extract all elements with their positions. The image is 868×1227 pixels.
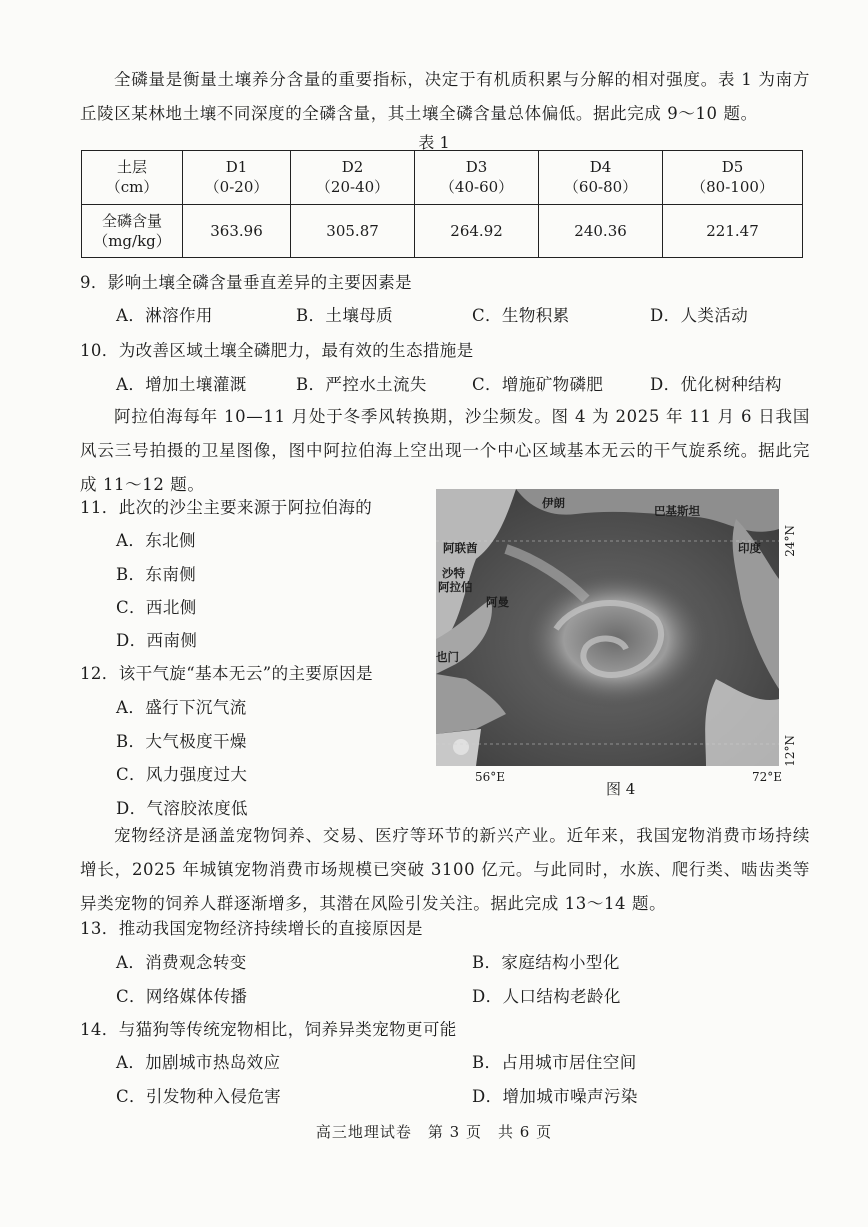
lat-label-24n: 24°N <box>783 525 797 557</box>
label-saudi-1: 沙特 <box>442 566 465 580</box>
q9-option-c[interactable]: C．生物积累 <box>472 306 570 325</box>
label-iran: 伊朗 <box>542 496 565 510</box>
layer-cell-d2: D2 （20-40） <box>291 151 415 205</box>
value-cell: 240.36 <box>539 204 663 258</box>
q9-option-a[interactable]: A．淋溶作用 <box>116 306 213 325</box>
passage-dust: 阿拉伯海每年 10—11 月处于冬季风转换期，沙尘频发。图 4 为 2025 年 11 月 6 日我国风云三号拍摄的卫星图像，图中阿拉伯海上空出现一个中心区域基本无云的干气旋系统。据此完成 11～12 题。 <box>80 407 810 494</box>
question-14-stem: 14．与猫狗等传统宠物相比，饲养异类宠物更可能 <box>80 1020 457 1039</box>
question-13-stem: 13．推动我国宠物经济持续增长的直接原因是 <box>80 919 423 938</box>
layer-cell-d4: D4 （60-80） <box>539 151 663 205</box>
q14-option-a[interactable]: A．加剧城市热岛效应 <box>116 1053 281 1072</box>
layer-cell-d1: D1 （0-20） <box>183 151 291 205</box>
row-label-cell: 全磷含量 （mg/kg） <box>82 204 183 258</box>
socotra-island <box>453 739 469 755</box>
table-value-row <box>82 204 803 258</box>
table-caption: 表 1 <box>418 133 450 152</box>
q10-option-a[interactable]: A．增加土壤灌溉 <box>116 375 247 394</box>
value-cell: 305.87 <box>291 204 415 258</box>
figure-4-caption: 图 4 <box>606 780 636 798</box>
q9-option-b[interactable]: B．土壤母质 <box>296 306 394 325</box>
label-india: 印度 <box>738 541 761 555</box>
q11-option-c[interactable]: C．西北侧 <box>116 598 197 617</box>
label-saudi-2: 阿拉伯 <box>438 580 473 594</box>
passage-phosphorus: 全磷量是衡量土壤养分含量的重要指标，决定于有机质积累与分解的相对强度。表 1 为南方丘陵区某林地土壤不同深度的全磷含量，其土壤全磷含量总体偏低。据此完成 9～10 题。 <box>80 70 810 123</box>
q9-option-d[interactable]: D．人类活动 <box>650 306 749 325</box>
q10-option-b[interactable]: B．严控水土流失 <box>296 375 427 394</box>
value-cell: 221.47 <box>663 204 803 258</box>
q13-option-c[interactable]: C．网络媒体传播 <box>116 987 248 1006</box>
question-12-stem: 12．该干气旋“基本无云”的主要原因是 <box>80 664 373 683</box>
lon-label-72e: 72°E <box>752 770 783 784</box>
label-yemen: 也门 <box>436 650 459 664</box>
phosphorus-table <box>81 150 803 258</box>
q14-option-d[interactable]: D．增加城市噪声污染 <box>472 1087 638 1106</box>
q11-option-b[interactable]: B．东南侧 <box>116 565 197 584</box>
q14-option-b[interactable]: B．占用城市居住空间 <box>472 1053 637 1072</box>
header-label-cell: 土层 （cm） <box>82 151 183 205</box>
lat-label-12n: 12°N <box>783 735 797 767</box>
lon-label-56e: 56°E <box>475 770 506 784</box>
q11-option-d[interactable]: D．西南侧 <box>116 631 198 650</box>
q12-option-d[interactable]: D．气溶胶浓度低 <box>116 799 248 818</box>
label-uae: 阿联酋 <box>443 541 478 555</box>
question-10-stem: 10．为改善区域土壤全磷肥力，最有效的生态措施是 <box>80 341 474 360</box>
question-11-stem: 11．此次的沙尘主要来源于阿拉伯海的 <box>80 498 373 517</box>
q14-option-c[interactable]: C．引发物种入侵危害 <box>116 1087 282 1106</box>
page-footer: 高三地理试卷 第 3 页 共 6 页 <box>315 1123 553 1141</box>
q11-option-a[interactable]: A．东北侧 <box>116 531 196 550</box>
q12-option-b[interactable]: B．大气极度干燥 <box>116 732 247 751</box>
q12-option-a[interactable]: A．盛行下沉气流 <box>116 698 247 717</box>
q13-option-a[interactable]: A．消费观念转变 <box>116 953 247 972</box>
layer-cell-d5: D5 （80-100） <box>663 151 803 205</box>
value-cell: 264.92 <box>415 204 539 258</box>
layer-cell-d3: D3 （40-60） <box>415 151 539 205</box>
q10-option-c[interactable]: C．增施矿物磷肥 <box>472 375 604 394</box>
satellite-image-figure-4 <box>436 489 779 766</box>
table-header-row <box>82 151 803 205</box>
value-cell: 363.96 <box>183 204 291 258</box>
label-pakistan: 巴基斯坦 <box>654 504 700 518</box>
satellite-image-svg <box>436 489 779 766</box>
q13-option-b[interactable]: B．家庭结构小型化 <box>472 953 620 972</box>
q12-option-c[interactable]: C．风力强度过大 <box>116 765 248 784</box>
q13-option-d[interactable]: D．人口结构老龄化 <box>472 987 621 1006</box>
passage-pet-economy: 宠物经济是涵盖宠物饲养、交易、医疗等环节的新兴产业。近年来，我国宠物消费市场持续增长，2025 年城镇宠物消费市场规模已突破 3100 亿元。与此同时，水族、爬行类、啮齿类等异类宠物的饲养人群逐渐增多，其潜在风险引发关注。据此完成 13～14 题。 <box>80 826 810 913</box>
question-9-stem: 9．影响土壤全磷含量垂直差异的主要因素是 <box>80 273 412 292</box>
label-oman: 阿曼 <box>486 595 509 609</box>
q10-option-d[interactable]: D．优化树种结构 <box>650 375 782 394</box>
